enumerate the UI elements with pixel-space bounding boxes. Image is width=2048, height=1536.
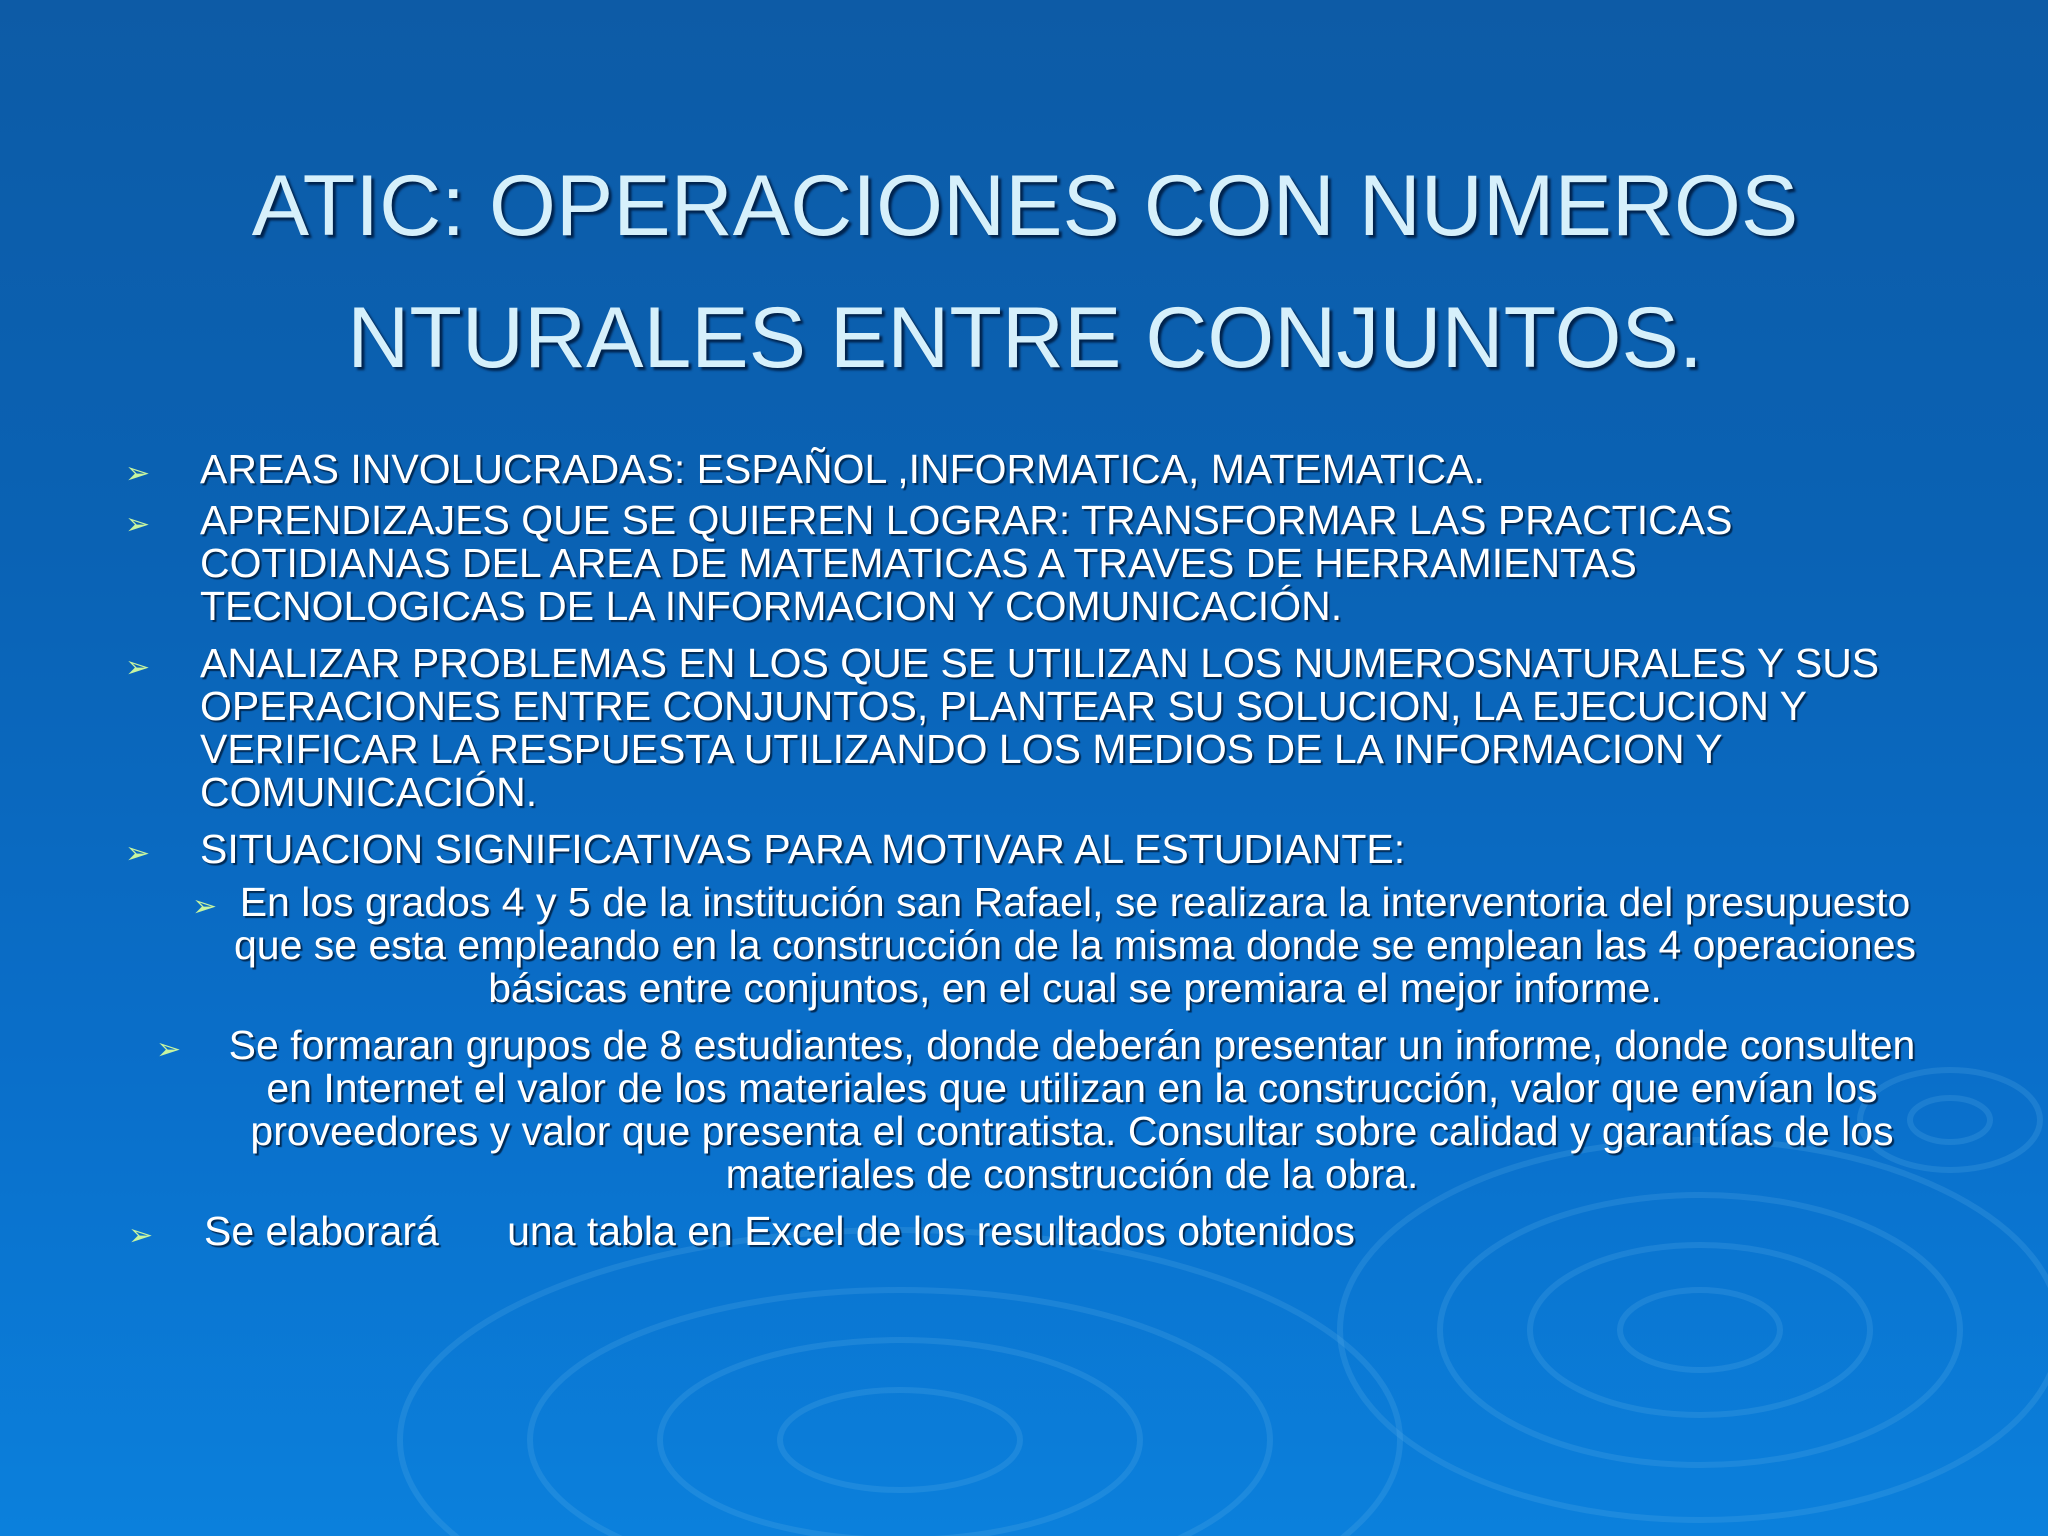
slide-title-line-1: ATIC: OPERACIONES CON NUMEROS xyxy=(251,158,1799,254)
arrowhead-bullet-icon: ➢ xyxy=(125,651,151,684)
bullet-item-analizar xyxy=(120,642,1930,814)
arrowhead-bullet-icon: ➢ xyxy=(128,1219,154,1252)
bullet-text: APRENDIZAJES QUE SE QUIEREN LOGRAR: TRANSFORMAR LAS PRACTICAS COTIDIANAS DEL AREA DE MATEMATICAS A TRAVES DE HERRAMIENTAS TECNOLOGICAS DE LA INFORMACION Y COMUNICACIÓN. xyxy=(200,497,1733,629)
bullet-text: ANALIZAR PROBLEMAS EN LOS QUE SE UTILIZAN LOS NUMEROSNATURALES Y SUS OPERACIONES ENTRE CONJUNTOS, PLANTEAR SU SOLUCION, LA EJECUCION Y VERIFICAR LA RESPUESTA UTILIZANDO LOS MEDIOS DE LA INFORMACION Y COMUNICACIÓN. xyxy=(200,640,1880,815)
slide-title xyxy=(120,140,1930,404)
sub-bullet-item-grados xyxy=(120,881,1930,1010)
arrowhead-bullet-icon: ➢ xyxy=(192,890,218,923)
arrowhead-bullet-icon: ➢ xyxy=(125,457,151,490)
bullet-item-aprendizajes xyxy=(120,499,1930,628)
sub-bullet-text: Se formaran grupos de 8 estudiantes, donde deberán presentar un informe, donde consulten en Internet el valor de los materiales que utilizan en la construcción, valor que envían los proveedores y valor que presenta el contratista. Consultar sobre calidad y garantías de los materiales de construcción de la obra. xyxy=(228,1022,1916,1197)
bullet-text: Se elaborará una tabla en Excel de los resultados obtenidos xyxy=(204,1208,1356,1254)
sub-bullet-item-grupos xyxy=(120,1024,1930,1196)
slide-body xyxy=(120,448,1930,1253)
slide-title-line-2: NTURALES ENTRE CONJUNTOS. xyxy=(347,290,1703,386)
bullet-item-tabla-excel xyxy=(120,1210,1930,1253)
sub-bullet-text: En los grados 4 y 5 de la institución san Rafael, se realizara la interventoria del presupuesto que se esta empleando en la construcción de la misma donde se emplean las 4 operaciones básicas entre conjuntos, en el cual se premiara el mejor informe. xyxy=(233,879,1917,1011)
arrowhead-bullet-icon: ➢ xyxy=(125,837,151,870)
bullet-text: AREAS INVOLUCRADAS: ESPAÑOL ,INFORMATICA, MATEMATICA. xyxy=(200,446,1485,492)
arrowhead-bullet-icon: ➢ xyxy=(125,508,151,541)
arrowhead-bullet-icon: ➢ xyxy=(156,1033,182,1066)
bullet-text: SITUACION SIGNIFICATIVAS PARA MOTIVAR AL ESTUDIANTE: xyxy=(200,826,1406,872)
bullet-item-situacion xyxy=(120,828,1930,871)
bullet-item-areas xyxy=(120,448,1930,491)
